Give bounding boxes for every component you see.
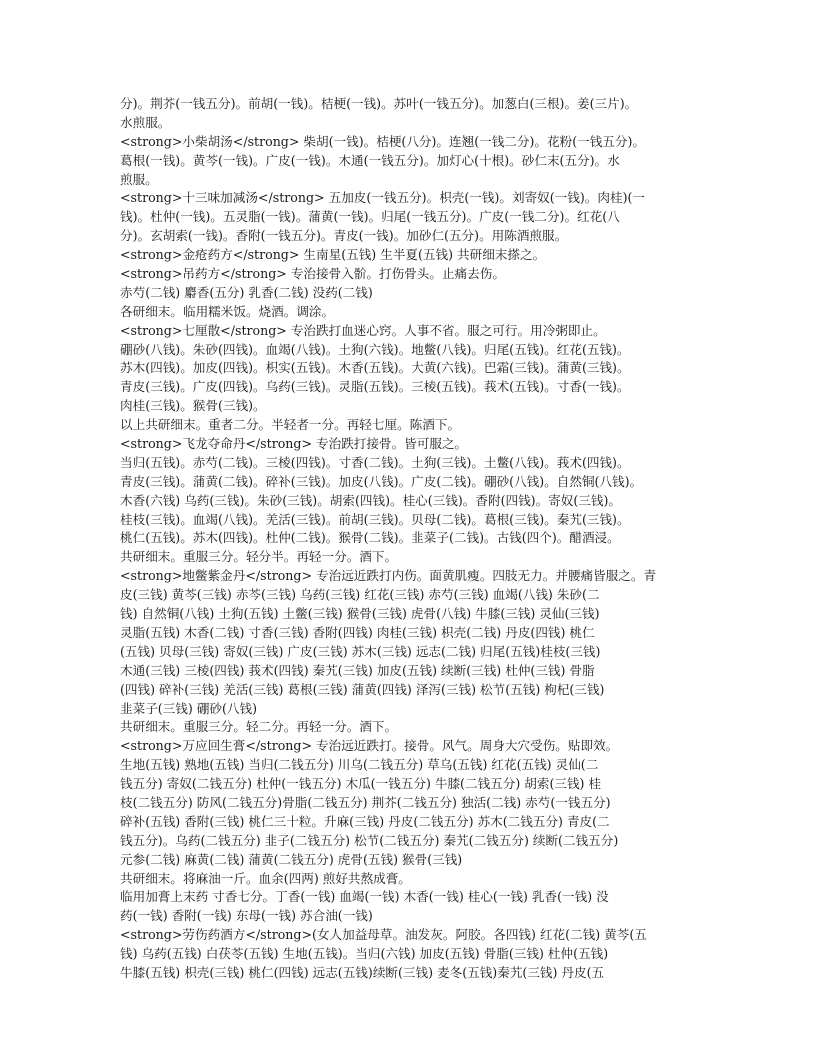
text-line: 葛根(一钱)。黄芩(一钱)。广皮(一钱)。木通(一钱五分)。加灯心(十根)。砂仁末(五分)。水 [120, 152, 620, 168]
text-line: 牛膝(五钱) 枳壳(三钱) 桃仁(四钱) 远志(五钱)续断(三钱) 麦冬(五钱)秦艽(三钱) 丹皮(五 [120, 964, 605, 980]
text-line: 钱)。杜仲(一钱)。五灵脂(一钱)。蒲黄(一钱)。归尾(一钱五分)。广皮(一钱二分)。红花(八 [120, 209, 620, 225]
text-line: 钱) 乌药(五钱) 白茯苓(五钱) 生地(五钱)。当归(六钱) 加皮(五钱) 骨脂(三钱) 杜仲(五钱) [120, 946, 609, 962]
text-line: 水煎服。 [120, 114, 171, 130]
text-line: 木香(六钱) 乌药(三钱)。朱砂(三钱)。胡索(四钱)。桂心(三钱)。香附(四钱)。寄奴(三钱)。 [120, 492, 621, 508]
text-line: (五钱) 贝母(三钱) 寄奴(三钱) 广皮(三钱) 苏木(三钱) 远志(二钱) 归尾(五钱)桂枝(三钱) [120, 643, 601, 659]
text-line: <strong>劳伤药酒方</strong>(女人加益母草。油发灰。阿胶。各四钱) 红花(二钱) 黄芩(五 [120, 927, 647, 943]
text-line: <strong>七厘散</strong> 专治跌打血迷心窍。人事不省。服之可行。用冷粥即止。 [120, 322, 606, 338]
text-line: 煎服。 [120, 171, 158, 187]
text-line: 钱) 自然铜(八钱) 土狗(五钱) 土鳖(三钱) 猴骨(三钱) 虎骨(八钱) 牛膝(三钱) 灵仙(三钱) [120, 606, 600, 622]
text-line: 分)。荆芥(一钱五分)。前胡(一钱)。桔梗(一钱)。苏叶(一钱五分)。加葱白(三根)。姜(三片)。 [120, 96, 638, 111]
text-line: 赤芍(二钱) 麝香(五分) 乳香(二钱) 没药(二钱) [120, 284, 373, 300]
document-page [120, 95, 696, 983]
text-line: 青皮(三钱)。蒲黄(二钱)。碎补(三钱)。加皮(八钱)。广皮(二钱)。硼砂(八钱)。自然铜(八钱)。 [120, 473, 643, 489]
text-line: 韭菜子(三钱) 硼砂(八钱) [120, 700, 258, 716]
text-line: 木通(三钱) 三棱(四钱) 莪术(四钱) 秦艽(三钱) 加皮(五钱) 续断(三钱) 杜仲(三钱) 骨脂 [120, 662, 595, 678]
text-line: 以上共研细末。重者二分。半轻者一分。再轻七厘。陈酒下。 [120, 417, 461, 433]
text-line: 碎补(五钱) 香附(三钱) 桃仁三十粒。升麻(三钱) 丹皮(二钱五分) 苏木(二钱五分) 青皮(二 [120, 813, 610, 829]
text-line: 共研细末。重服三分。轻分半。再轻一分。酒下。 [120, 549, 398, 565]
text-line: 肉桂(三钱)。猴骨(三钱)。 [120, 398, 266, 414]
text-line: 枝(二钱五分) 防风(二钱五分)骨脂(二钱五分) 荆芥(二钱五分) 独活(二钱) 赤芍(一钱五分) [120, 794, 611, 810]
text-line: 当归(五钱)。赤芍(二钱)。三棱(四钱)。寸香(二钱)。土狗(三钱)。土鳖(八钱)。莪术(四钱)。 [120, 454, 630, 470]
text-line: 灵脂(五钱) 木香(二钱) 寸香(三钱) 香附(四钱) 肉桂(三钱) 枳壳(二钱) 丹皮(四钱) 桃仁 [120, 624, 595, 640]
text-line: <strong>万应回生膏</strong> 专治远近跌打。接骨。风气。周身大穴受伤。贴即效。 [120, 738, 619, 754]
text-line: 共研细末。将麻油一斤。血余(四两) 煎好共熬成膏。 [120, 870, 411, 886]
text-line: 青皮(三钱)。广皮(四钱)。乌药(三钱)。灵脂(五钱)。三棱(五钱)。莪术(五钱)。寸香(一钱)。 [120, 379, 630, 395]
text-line: 生地(五钱) 熟地(五钱) 当归(二钱五分) 川乌(二钱五分) 草乌(五钱) 红花(五钱) 灵仙(二 [120, 757, 599, 773]
text-line: 分)。玄胡索(一钱)。香附(一钱五分)。青皮(一钱)。加砂仁(五分)。用陈酒煎服。 [120, 228, 568, 244]
text-line: 临用加膏上末药 寸香七分。丁香(一钱) 血竭(一钱) 木香(一钱) 桂心(一钱) 乳香(一钱) 没 [120, 889, 609, 905]
text-line: <strong>地鳖紫金丹</strong> 专治远近跌打内伤。面黄肌瘦。四肢无力。并腰痛皆服之。青 [120, 568, 657, 584]
text-line: 药(一钱) 香附(一钱) 东母(一钱) 苏合油(一钱) [120, 908, 373, 924]
text-line: <strong>吊药方</strong> 专治接骨入骱。打伤骨头。止痛去伤。 [120, 266, 505, 282]
text-line: 钱五分)。乌药(二钱五分) 韭子(二钱五分) 松节(二钱五分) 秦艽(二钱五分) 续断(二钱五分) [120, 832, 619, 848]
text-line: 元参(二钱) 麻黄(二钱) 蒲黄(二钱五分) 虎骨(五钱) 猴骨(三钱) [120, 851, 463, 867]
text-line: 桂枝(三钱)。血竭(八钱)。羌活(三钱)。前胡(三钱)。贝母(二钱)。葛根(三钱)。秦艽(三钱)。 [120, 511, 630, 527]
text-line: <strong>金疮药方</strong> 生南星(五钱) 生半夏(五钱) 共研细末搽之。 [120, 247, 546, 263]
text-line: 桃仁(五钱)。苏木(四钱)。杜仲(二钱)。猴骨(二钱)。韭菜子(二钱)。古钱(四个)。醋酒浸。 [120, 530, 620, 546]
text-line: <strong>小柴胡汤</strong> 柴胡(一钱)。桔梗(八分)。连翘(一钱二分)。花粉(一钱五分)。 [120, 133, 645, 149]
text-line: 共研细末。重服三分。轻二分。再轻一分。酒下。 [120, 719, 398, 735]
text-line: 苏木(四钱)。加皮(四钱)。枳实(五钱)。木香(五钱)。大黄(六钱)。巴霜(三钱)。蒲黄(三钱)。 [120, 360, 630, 376]
text-line: 皮(三钱) 黄芩(三钱) 赤芩(三钱) 乌药(三钱) 红花(三钱) 赤芍(三钱) 血竭(八钱) 朱砂(二 [120, 587, 600, 603]
text-line: <strong>十三味加减汤</strong> 五加皮(一钱五分)。枳壳(一钱)。刘寄奴(一钱)。肉桂)(一 [120, 190, 645, 206]
text-line: (四钱) 碎补(三钱) 羌活(三钱) 葛根(三钱) 蒲黄(四钱) 泽泻(三钱) 松节(五钱) 枸杞(三钱) [120, 681, 605, 697]
text-line: 钱五分) 寄奴(二钱五分) 杜仲(一钱五分) 木瓜(一钱五分) 牛膝(二钱五分) 胡索(三钱) 桂 [120, 776, 602, 792]
text-line: <strong>飞龙夺命丹</strong> 专治跌打接骨。皆可服之。 [120, 436, 468, 452]
text-line: 各研细末。临用糯米饭。烧酒。调涂。 [120, 303, 335, 319]
text-line: 硼砂(八钱)。朱砂(四钱)。血竭(八钱)。土狗(六钱)。地鳖(八钱)。归尾(五钱)。红花(五钱)。 [120, 341, 630, 357]
